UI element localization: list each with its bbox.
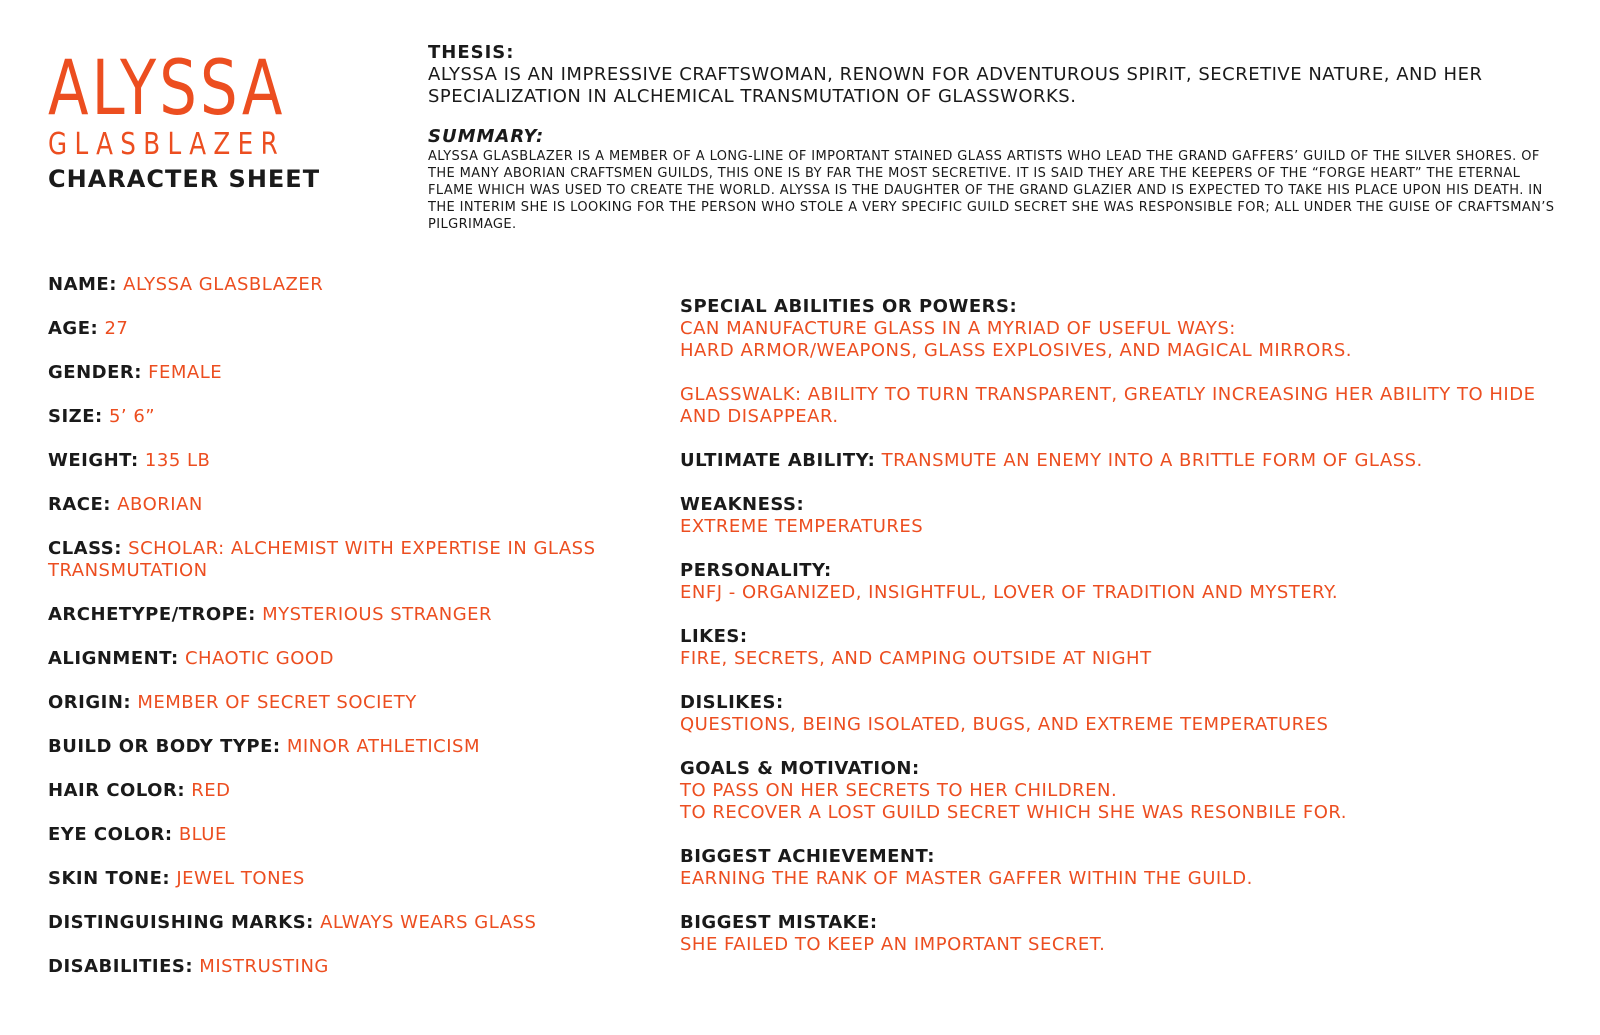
goals-line2: TO RECOVER A LOST GUILD SECRET WHICH SHE WAS RESONBILE FOR. bbox=[680, 802, 1347, 823]
field-value: MINOR ATHLETICISM bbox=[286, 736, 481, 757]
field-eye-color bbox=[48, 824, 648, 846]
field-label: SIZE: bbox=[48, 406, 103, 427]
field-value: MEMBER OF SECRET SOCIETY bbox=[137, 692, 417, 713]
field-label: DISTINGUISHING MARKS: bbox=[48, 912, 314, 933]
character-last-name: GLASBLAZER bbox=[48, 127, 286, 162]
intro-section bbox=[428, 42, 1558, 233]
mistake-value: SHE FAILED TO KEEP AN IMPORTANT SECRET. bbox=[680, 934, 1106, 955]
weakness-label: WEAKNESS: bbox=[680, 494, 805, 515]
achievement-value: EARNING THE RANK OF MASTER GAFFER WITHIN THE GUILD. bbox=[680, 868, 1253, 889]
ultimate-ability-value: TRANSMUTE AN ENEMY INTO A BRITTLE FORM OF GLASS. bbox=[881, 450, 1423, 471]
page-subtitle: CHARACTER SHEET bbox=[48, 165, 321, 193]
field-label: ALIGNMENT: bbox=[48, 648, 179, 669]
weakness-value: EXTREME TEMPERATURES bbox=[680, 516, 924, 537]
field-size bbox=[48, 406, 648, 428]
dislikes-label: DISLIKES: bbox=[680, 692, 784, 713]
field-value: ABORIAN bbox=[117, 494, 203, 515]
field-label: ARCHETYPE/TROPE: bbox=[48, 604, 256, 625]
field-value: MYSTERIOUS STRANGER bbox=[262, 604, 493, 625]
character-first-name: ALYSSA bbox=[48, 43, 286, 132]
personality-section bbox=[680, 560, 1560, 604]
title-block bbox=[48, 43, 378, 194]
field-name bbox=[48, 274, 648, 296]
field-age bbox=[48, 318, 648, 340]
special-abilities-label: SPECIAL ABILITIES OR POWERS: bbox=[680, 296, 1018, 317]
summary-text: ALYSSA GLASBLAZER IS A MEMBER OF A LONG-LINE OF IMPORTANT STAINED GLASS ARTISTS WHO LEAD THE GRAND GAFFERS’ GUILD OF THE SILVER SHORES. OF THE MANY ABORIAN CRAFTSMEN GUILDS, THIS ONE IS BY FAR THE MOST SECRETIVE. IT IS SAID THEY ARE THE KEEPERS OF THE “FORGE HEART” THE ETERNAL FLAME WHICH WAS USED TO CREATE THE WORLD. ALYSSA IS THE DAUGHTER OF THE GRAND GLAZIER AND IS EXPECTED TO TAKE HIS PLACE UPON HIS DEATH. IN THE INTERIM SHE IS LOOKING FOR THE PERSON WHO STOLE A VERY SPECIFIC GUILD SECRET SHE WAS RESPONSIBLE FOR; ALL UNDER THE GUISE OF CRAFTSMAN’S PILGRIMAGE. bbox=[428, 149, 1555, 232]
field-label: GENDER: bbox=[48, 362, 142, 383]
field-label: NAME: bbox=[48, 274, 117, 295]
field-race bbox=[48, 494, 648, 516]
field-label: AGE: bbox=[48, 318, 99, 339]
field-alignment bbox=[48, 648, 648, 670]
field-label: DISABILITIES: bbox=[48, 956, 194, 977]
field-label: ORIGIN: bbox=[48, 692, 132, 713]
attributes-list bbox=[48, 274, 648, 1000]
details-list bbox=[680, 296, 1560, 978]
field-label: WEIGHT: bbox=[48, 450, 139, 471]
ultimate-ability-section bbox=[680, 450, 1560, 472]
field-build bbox=[48, 736, 648, 758]
field-label: BUILD OR BODY TYPE: bbox=[48, 736, 281, 757]
field-origin bbox=[48, 692, 648, 714]
field-value: FEMALE bbox=[148, 362, 223, 383]
goals-label: GOALS & MOTIVATION: bbox=[680, 758, 920, 779]
field-hair-color bbox=[48, 780, 648, 802]
field-label: HAIR COLOR: bbox=[48, 780, 186, 801]
field-value: 5’ 6” bbox=[108, 406, 156, 427]
likes-section bbox=[680, 626, 1560, 670]
field-value: 135 LB bbox=[144, 450, 211, 471]
field-value: ALWAYS WEARS GLASS bbox=[320, 912, 537, 933]
field-value: MISTRUSTING bbox=[199, 956, 329, 977]
field-value: SCHOLAR: ALCHEMIST WITH EXPERTISE IN GLASS TRANSMUTATION bbox=[48, 538, 596, 581]
weakness-section bbox=[680, 494, 1560, 538]
thesis-label: THESIS: bbox=[428, 42, 515, 63]
field-weight bbox=[48, 450, 648, 472]
personality-value: ENFJ - ORGANIZED, INSIGHTFUL, LOVER OF TRADITION AND MYSTERY. bbox=[680, 582, 1339, 603]
field-label: CLASS: bbox=[48, 538, 122, 559]
dislikes-value: QUESTIONS, BEING ISOLATED, BUGS, AND EXTREME TEMPERATURES bbox=[680, 714, 1329, 735]
field-distinguishing-marks bbox=[48, 912, 648, 934]
field-gender bbox=[48, 362, 648, 384]
special-abilities-section bbox=[680, 296, 1560, 362]
achievement-section bbox=[680, 846, 1560, 890]
glasswalk-text: GLASSWALK: ABILITY TO TURN TRANSPARENT, GREATLY INCREASING HER ABILITY TO HIDE AND DISAPPEAR. bbox=[680, 384, 1536, 427]
field-value: 27 bbox=[104, 318, 129, 339]
mistake-section bbox=[680, 912, 1560, 956]
field-value: BLUE bbox=[178, 824, 227, 845]
field-value: JEWEL TONES bbox=[176, 868, 305, 889]
field-label: SKIN TONE: bbox=[48, 868, 171, 889]
mistake-label: BIGGEST MISTAKE: bbox=[680, 912, 878, 933]
glasswalk-section bbox=[680, 384, 1560, 428]
field-value: ALYSSA GLASBLAZER bbox=[123, 274, 324, 295]
field-skin-tone bbox=[48, 868, 648, 890]
field-archetype bbox=[48, 604, 648, 626]
field-value: RED bbox=[191, 780, 231, 801]
field-class bbox=[48, 538, 648, 582]
thesis-text: ALYSSA IS AN IMPRESSIVE CRAFTSWOMAN, RENOWN FOR ADVENTUROUS SPIRIT, SECRETIVE NATURE, AND HER SPECIALIZATION IN ALCHEMICAL TRANSMUTATION OF GLASSWORKS. bbox=[428, 64, 1483, 107]
personality-label: PERSONALITY: bbox=[680, 560, 832, 581]
achievement-label: BIGGEST ACHIEVEMENT: bbox=[680, 846, 935, 867]
field-disabilities bbox=[48, 956, 648, 978]
ultimate-ability-label: ULTIMATE ABILITY: bbox=[680, 450, 876, 471]
special-abilities-line1: CAN MANUFACTURE GLASS IN A MYRIAD OF USEFUL WAYS: bbox=[680, 318, 1236, 339]
dislikes-section bbox=[680, 692, 1560, 736]
field-label: RACE: bbox=[48, 494, 111, 515]
likes-value: FIRE, SECRETS, AND CAMPING OUTSIDE AT NIGHT bbox=[680, 648, 1152, 669]
special-abilities-line2: HARD ARMOR/WEAPONS, GLASS EXPLOSIVES, AND MAGICAL MIRRORS. bbox=[680, 340, 1352, 361]
likes-label: LIKES: bbox=[680, 626, 748, 647]
summary-label: SUMMARY: bbox=[428, 126, 545, 147]
field-label: EYE COLOR: bbox=[48, 824, 173, 845]
goals-section bbox=[680, 758, 1560, 824]
goals-line1: TO PASS ON HER SECRETS TO HER CHILDREN. bbox=[680, 780, 1118, 801]
field-value: CHAOTIC GOOD bbox=[184, 648, 334, 669]
